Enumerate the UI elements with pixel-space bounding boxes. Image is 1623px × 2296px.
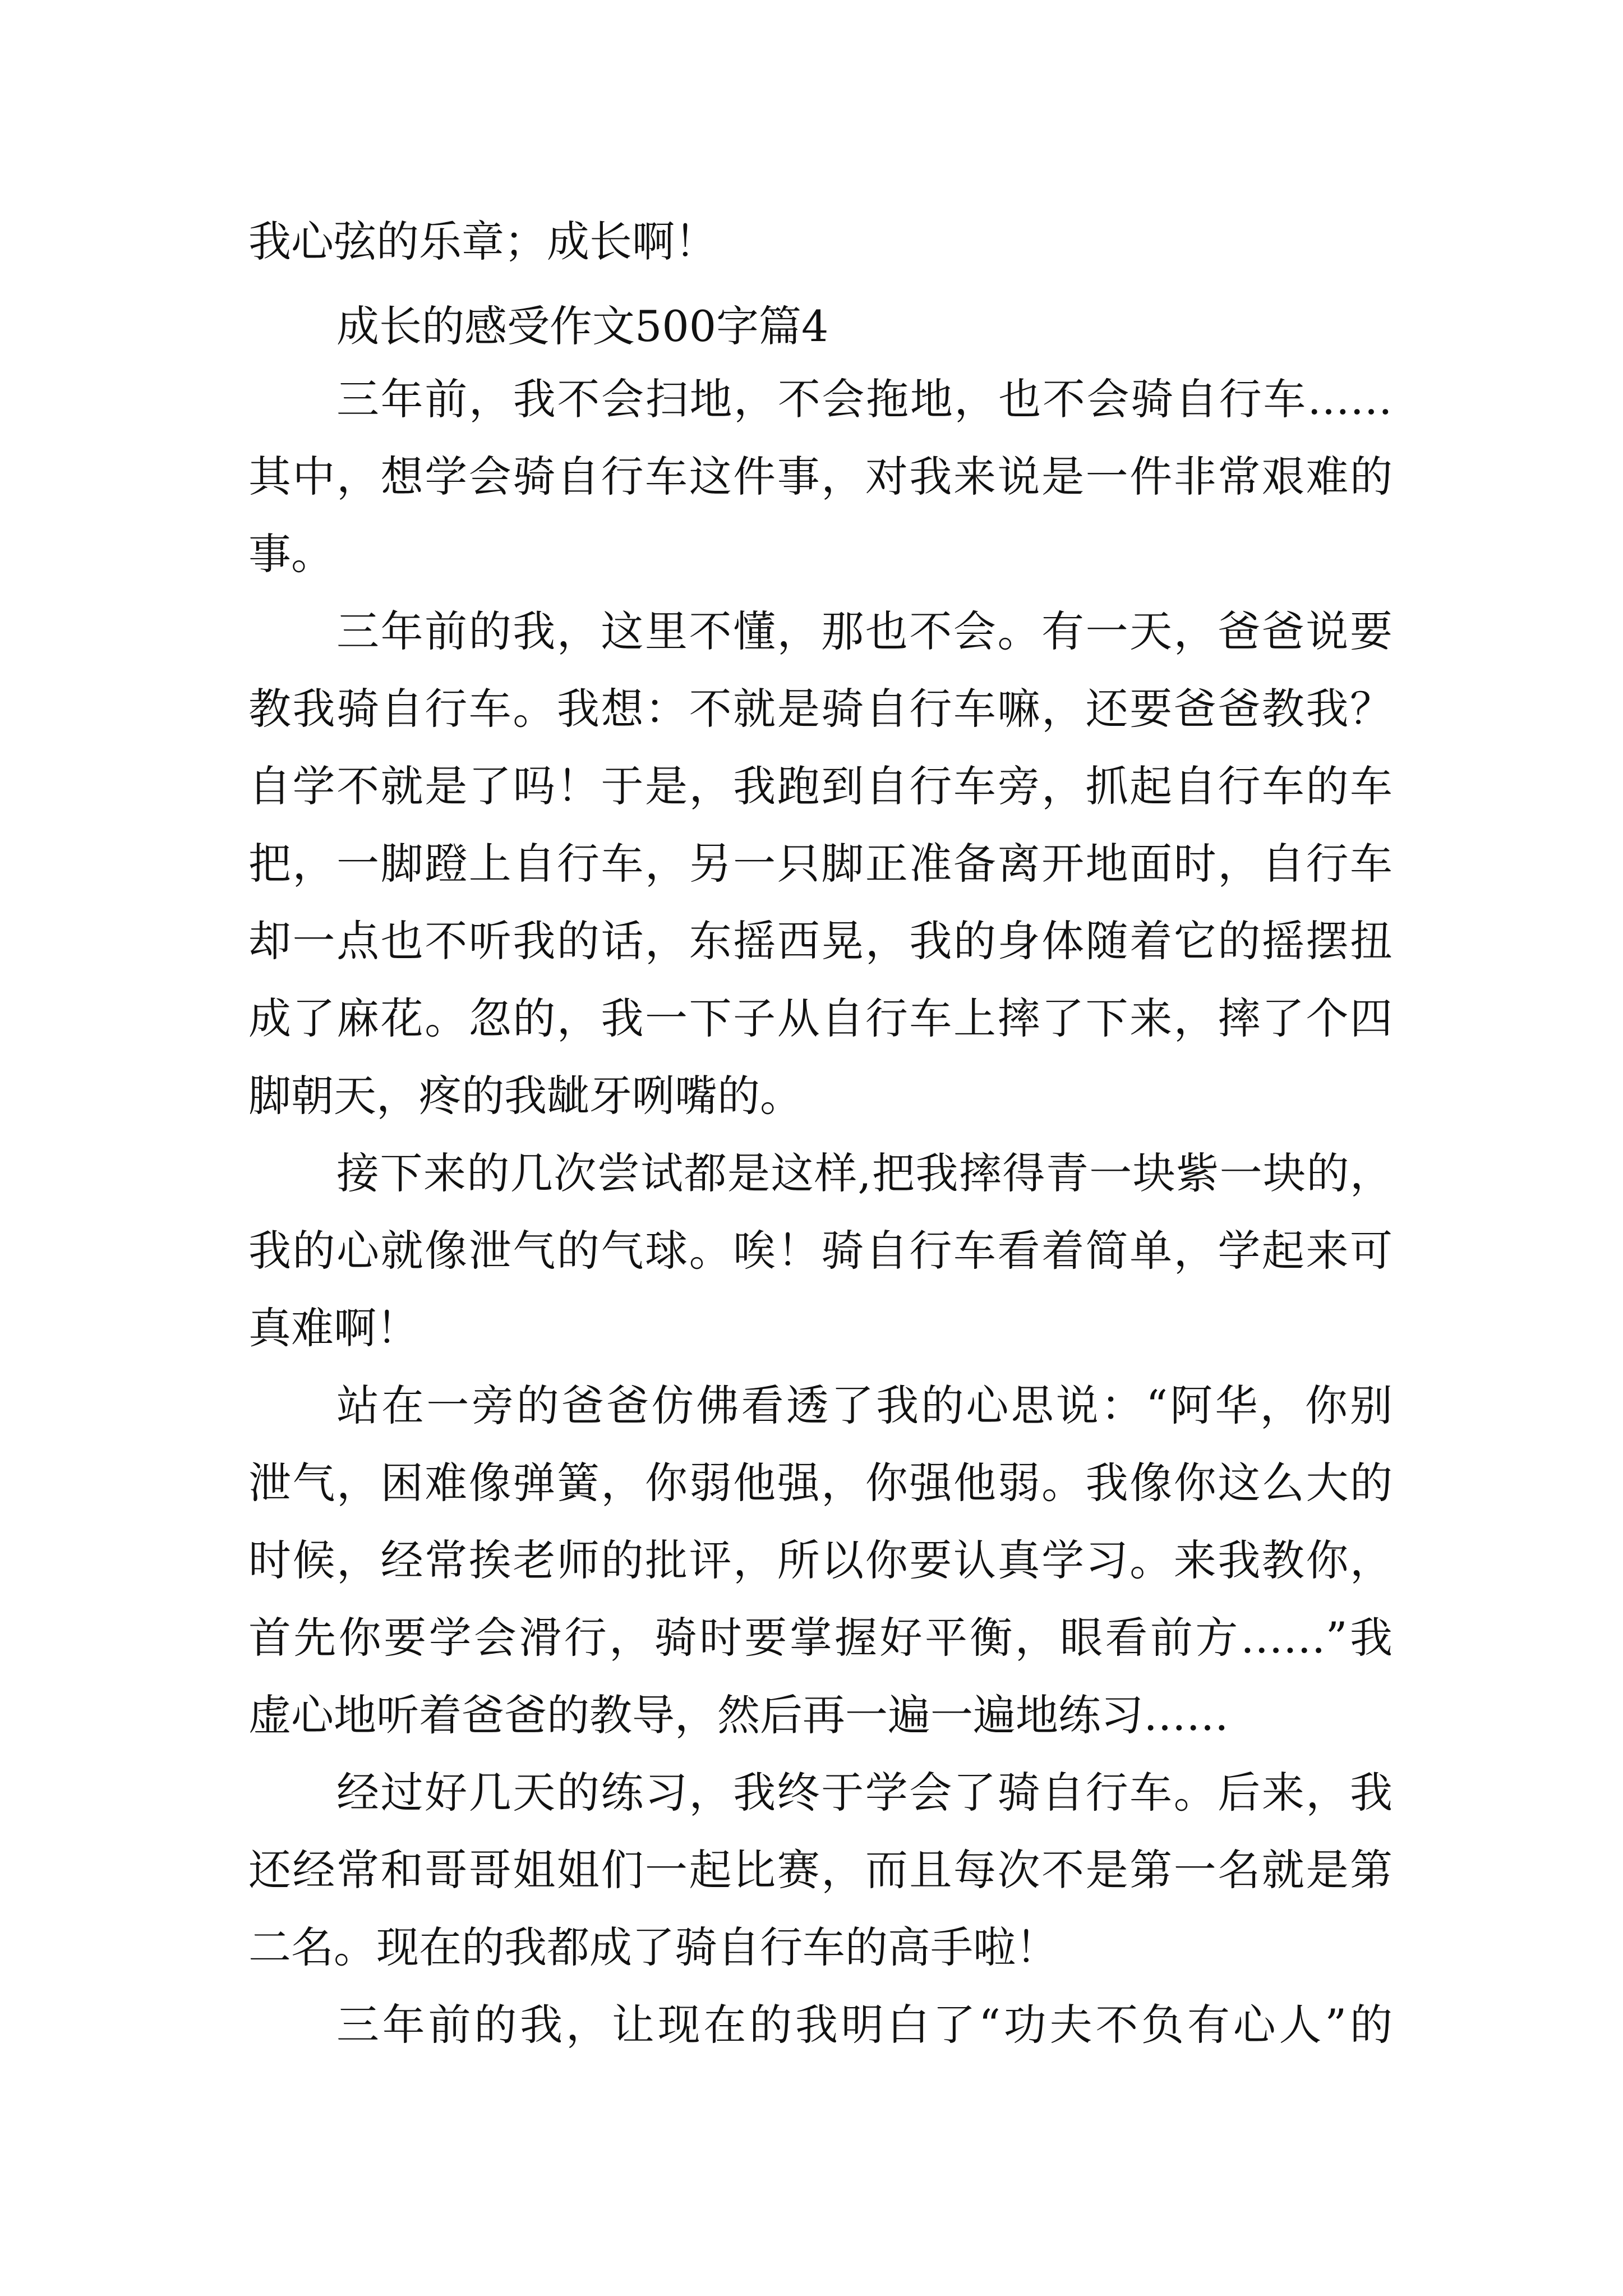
text-line: 经过好几天的练习，我终于学会了骑自行车。后来，我 <box>336 1768 1393 1818</box>
text-line: 泄气，困难像弹簧，你弱他强，你强他弱。我像你这么大的 <box>248 1458 1393 1508</box>
text-line: 首先你要学会滑行，骑时要掌握好平衡，眼看前方……”我 <box>248 1613 1393 1663</box>
text-line: 三年前的我，让现在的我明白了“功夫不负有心人”的 <box>336 2000 1393 2050</box>
text-line: 虚心地听着爸爸的教导，然后再一遍一遍地练习…… <box>248 1690 1229 1740</box>
text-line: 我的心就像泄气的气球。唉！骑自行车看着简单，学起来可 <box>248 1226 1393 1276</box>
text-line: 却一点也不听我的话，东摇西晃，我的身体随着它的摇摆扭 <box>248 916 1393 966</box>
text-line: 接下来的几次尝试都是这样,把我摔得青一块紫一块的， <box>336 1148 1393 1198</box>
text-line: 时候，经常挨老师的批评，所以你要认真学习。来我教你， <box>248 1535 1393 1585</box>
text-line: 成了麻花。忽的，我一下子从自行车上摔了下来，摔了个四 <box>248 993 1393 1043</box>
text-line: 还经常和哥哥姐姐们一起比赛，而且每次不是第一名就是第 <box>248 1845 1393 1895</box>
text-line: 其中，想学会骑自行车这件事，对我来说是一件非常艰难的 <box>248 452 1393 501</box>
essay-heading: 成长的感受作文500字篇4 <box>336 301 829 351</box>
text-line: 我心弦的乐章；成长啊！ <box>248 217 717 266</box>
text-line: 站在一旁的爸爸仿佛看透了我的心思说：“阿华，你别 <box>336 1381 1393 1430</box>
text-line: 把，一脚蹬上自行车，另一只脚正准备离开地面时，自行车 <box>248 839 1393 889</box>
text-line: 二名。现在的我都成了骑自行车的高手啦！ <box>248 1922 1058 1972</box>
text-line: 事。 <box>248 529 334 579</box>
text-line: 教我骑自行车。我想：不就是骑自行车嘛，还要爸爸教我？ <box>248 684 1393 734</box>
text-line: 自学不就是了吗！于是，我跑到自行车旁，抓起自行车的车 <box>248 761 1393 811</box>
text-line: 真难啊！ <box>248 1303 419 1353</box>
text-line: 三年前，我不会扫地，不会拖地，也不会骑自行车…… <box>336 374 1393 424</box>
text-line: 脚朝天，疼的我龇牙咧嘴的。 <box>248 1071 803 1121</box>
text-line: 三年前的我，这里不懂，那也不会。有一天，爸爸说要 <box>336 606 1393 656</box>
